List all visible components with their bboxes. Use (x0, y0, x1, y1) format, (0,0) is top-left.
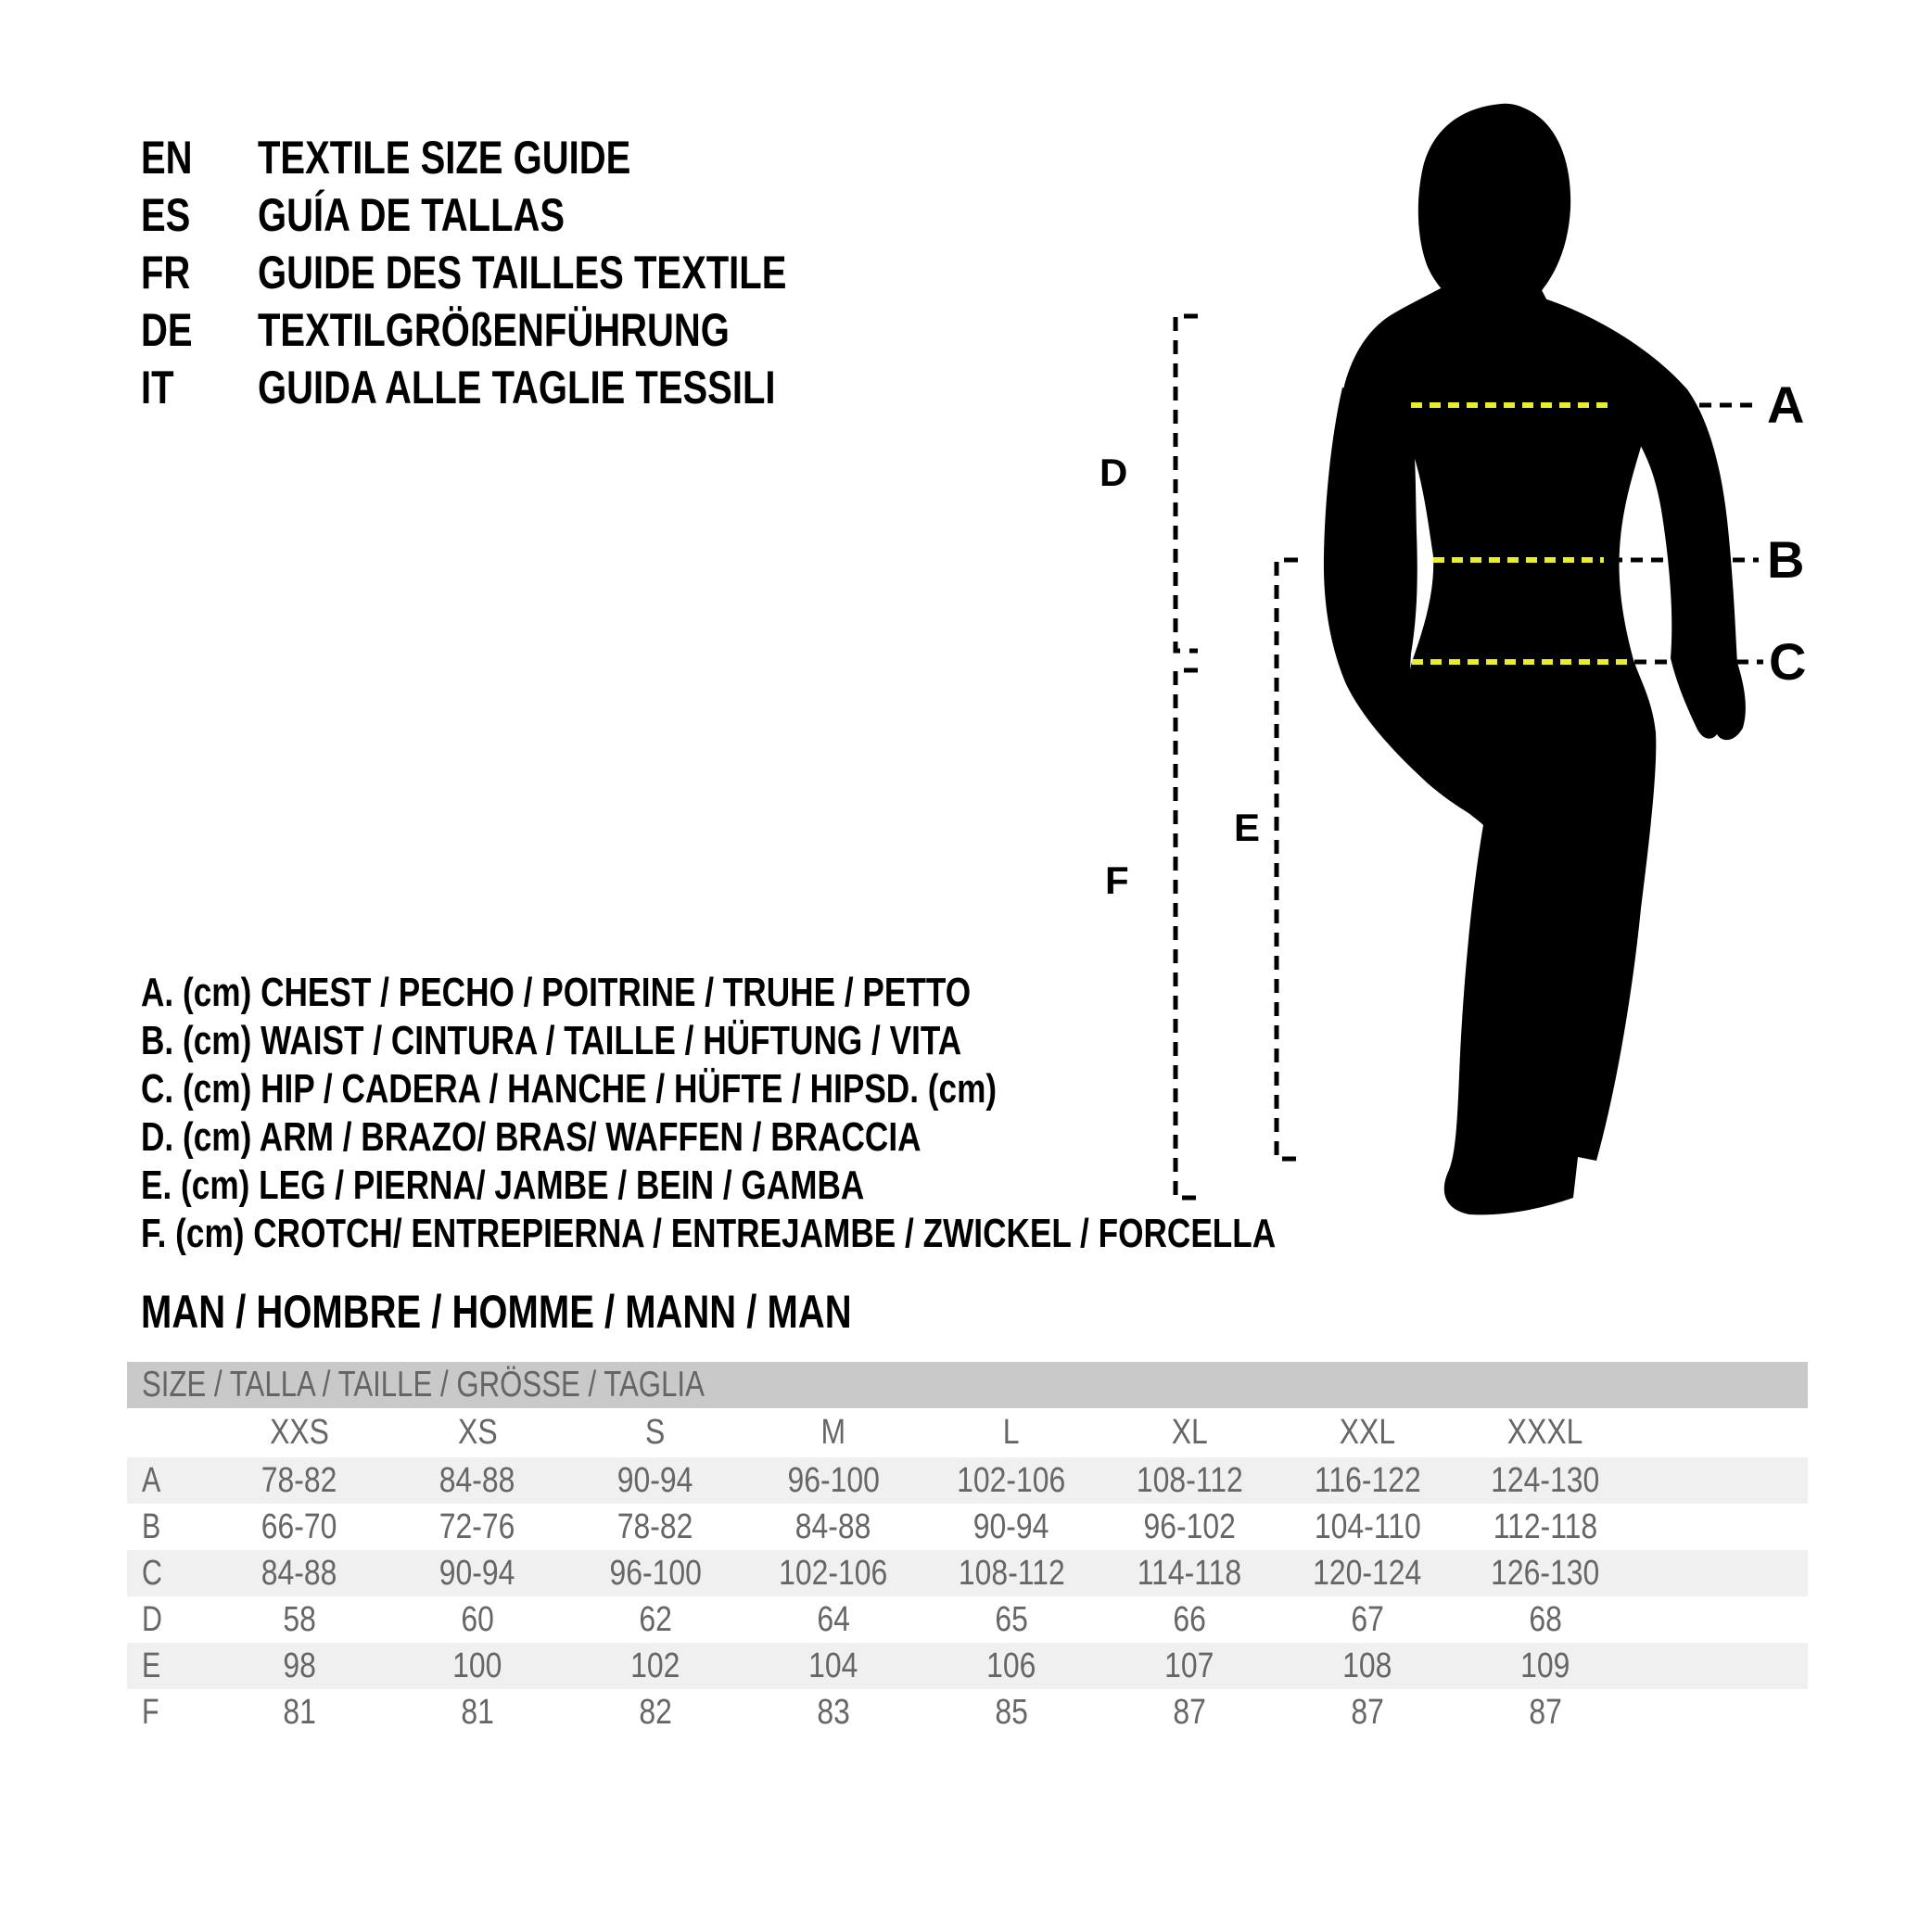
legend-line-a: A. (cm) CHEST / PECHO / POITRINE / TRUHE / PETTO (141, 970, 972, 1015)
category-line: MAN / HOMBRE / HOMME / MANN / MAN (141, 1286, 852, 1338)
size-cell: 96-102 (1143, 1506, 1236, 1546)
crotch-length-bracket (1176, 670, 1198, 1198)
size-cell: 120-124 (1313, 1553, 1422, 1593)
size-cell: 106 (986, 1646, 1036, 1685)
language-code: IT (141, 362, 174, 413)
size-cell: 65 (995, 1599, 1028, 1639)
language-code: DE (141, 304, 193, 356)
size-cell: 67 (1351, 1599, 1384, 1639)
size-cell: 112-118 (1493, 1506, 1598, 1546)
size-cell: 126-130 (1491, 1553, 1600, 1593)
size-cell: 66 (1173, 1599, 1206, 1639)
size-cell: 68 (1529, 1599, 1562, 1639)
size-cell: 84-88 (261, 1553, 337, 1593)
size-col-header: XXXL (1507, 1413, 1583, 1452)
size-cell: 114-118 (1137, 1553, 1242, 1593)
size-cell: 102-106 (779, 1553, 888, 1593)
size-cell: 78-82 (617, 1506, 693, 1546)
size-cell: 84-88 (439, 1460, 515, 1500)
size-row-label: C (142, 1553, 162, 1593)
size-cell: 102 (630, 1646, 680, 1685)
size-row-label: D (142, 1599, 162, 1639)
size-cell: 124-130 (1491, 1460, 1600, 1500)
size-cell: 72-76 (439, 1506, 515, 1546)
size-row-label: A (142, 1460, 161, 1500)
guide-title-de: TEXTILGRÖßENFÜHRUNG (258, 304, 730, 356)
size-col-header: M (820, 1413, 846, 1452)
language-code: FR (141, 247, 191, 299)
size-cell: 109 (1520, 1646, 1570, 1685)
size-row-label: B (142, 1506, 161, 1546)
size-col-header: XXS (270, 1413, 329, 1452)
size-cell: 64 (817, 1599, 850, 1639)
arm-length-bracket (1176, 316, 1198, 651)
size-cell: 96-100 (609, 1553, 702, 1593)
size-cell: 90-94 (439, 1553, 515, 1593)
size-cell: 116-122 (1314, 1460, 1421, 1500)
size-cell: 107 (1164, 1646, 1214, 1685)
size-cell: 83 (817, 1692, 850, 1732)
language-code: ES (141, 189, 191, 241)
size-table-title: SIZE / TALLA / TAILLE / GRÖSSE / TAGLIA (142, 1365, 705, 1405)
size-cell: 90-94 (617, 1460, 693, 1500)
size-row-label: F (142, 1692, 159, 1732)
size-cell: 78-82 (261, 1460, 337, 1500)
size-cell: 58 (283, 1599, 316, 1639)
label-chest-a: A (1767, 375, 1805, 434)
guide-title-it: GUIDA ALLE TAGLIE TESSILI (258, 362, 776, 413)
size-cell: 108-112 (958, 1553, 1065, 1593)
size-cell: 104-110 (1314, 1506, 1421, 1546)
size-col-header: L (1003, 1413, 1020, 1452)
guide-title-es: GUÍA DE TALLAS (258, 189, 566, 241)
size-cell: 87 (1529, 1692, 1562, 1732)
size-cell: 98 (283, 1646, 316, 1685)
leg-length-bracket (1277, 560, 1298, 1159)
label-arm-d: D (1099, 451, 1128, 494)
size-cell: 87 (1173, 1692, 1206, 1732)
size-cell: 108 (1342, 1646, 1392, 1685)
size-cell: 62 (639, 1599, 672, 1639)
size-cell: 102-106 (957, 1460, 1066, 1500)
guide-title-en: TEXTILE SIZE GUIDE (258, 132, 631, 184)
size-cell: 60 (461, 1599, 494, 1639)
size-row-label: E (142, 1646, 161, 1685)
legend-line-b: B. (cm) WAIST / CINTURA / TAILLE / HÜFTUNG / VITA (141, 1018, 962, 1063)
size-cell: 100 (452, 1646, 502, 1685)
size-cell: 85 (995, 1692, 1028, 1732)
label-leg-e: E (1234, 806, 1261, 849)
size-cell: 82 (639, 1692, 672, 1732)
legend-line-d: D. (cm) ARM / BRAZO/ BRAS/ WAFFEN / BRACCIA (141, 1114, 922, 1160)
size-cell: 84-88 (795, 1506, 871, 1546)
size-cell: 81 (461, 1692, 494, 1732)
language-code: EN (141, 132, 193, 184)
size-cell: 90-94 (973, 1506, 1049, 1546)
size-cell: 104 (808, 1646, 858, 1685)
guide-title-fr: GUIDE DES TAILLES TEXTILE (258, 247, 787, 299)
size-col-header: S (645, 1413, 666, 1452)
legend-line-c: C. (cm) HIP / CADERA / HANCHE / HÜFTE / HIPSD. (cm) (141, 1066, 998, 1112)
size-col-header: XS (457, 1413, 498, 1452)
size-col-header: XL (1171, 1413, 1208, 1452)
label-crotch-f: F (1105, 858, 1129, 902)
label-hip-c: C (1769, 632, 1807, 691)
size-col-header: XXL (1339, 1413, 1396, 1452)
label-waist-b: B (1767, 530, 1805, 589)
size-cell: 66-70 (261, 1506, 337, 1546)
legend-line-f: F. (cm) CROTCH/ ENTREPIERNA / ENTREJAMBE / ZWICKEL / FORCELLA (141, 1211, 1277, 1256)
legend-line-e: E. (cm) LEG / PIERNA/ JAMBE / BEIN / GAMBA (141, 1163, 865, 1208)
size-cell: 87 (1351, 1692, 1384, 1732)
size-cell: 108-112 (1136, 1460, 1243, 1500)
size-cell: 96-100 (787, 1460, 880, 1500)
size-cell: 81 (283, 1692, 316, 1732)
